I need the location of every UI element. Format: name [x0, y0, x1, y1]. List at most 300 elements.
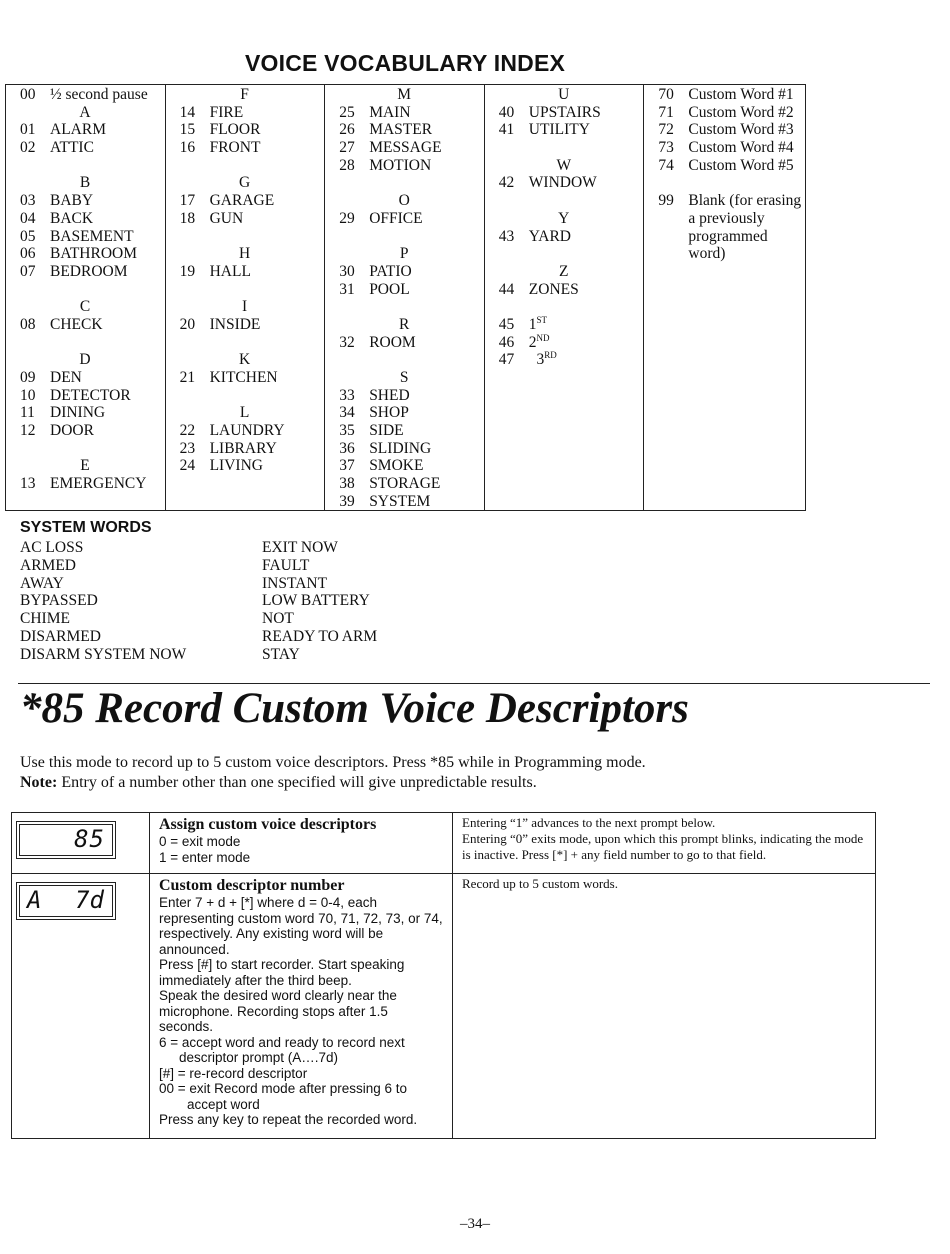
vocab-word — [369, 387, 484, 405]
vocab-word — [50, 316, 165, 334]
prompt-line: Press any key to repeat the recorded word. — [159, 1112, 418, 1127]
display-cell — [12, 813, 150, 874]
vocab-entry — [180, 440, 325, 458]
vocab-number: 40 — [498, 103, 515, 121]
notes-cell — [453, 874, 876, 1139]
letter-heading: M — [397, 86, 412, 103]
vocab-word — [369, 139, 484, 157]
vocab-entry — [499, 351, 644, 369]
vocab-word — [50, 86, 165, 104]
vocab-entry — [339, 139, 484, 157]
letter-heading: U — [558, 86, 570, 103]
vocab-word — [688, 86, 805, 104]
prompt-title: Assign custom voice descriptors — [159, 816, 377, 833]
vocab-number: 72 — [658, 121, 674, 139]
system-word: FAULT — [262, 556, 310, 574]
spacer — [180, 228, 325, 246]
vocab-entry — [339, 210, 484, 228]
vocab-number: 47 — [498, 351, 515, 369]
vocab-entry — [180, 104, 325, 122]
letter-heading: Z — [559, 262, 569, 280]
vocab-word-text: Custom Word #4 — [688, 139, 794, 157]
vocab-word — [50, 404, 165, 422]
vocab-number: 38 — [339, 475, 355, 493]
vocab-entry — [499, 281, 644, 299]
vocab-column-2 — [166, 85, 326, 510]
vocab-word-text: DINING — [50, 404, 106, 422]
vocab-word-text: INSIDE — [209, 315, 261, 333]
vocab-entry — [658, 192, 805, 263]
vocab-word-text: ½ second pause — [50, 86, 148, 103]
vocab-word — [369, 104, 484, 122]
vocab-number: 20 — [179, 315, 196, 333]
vocab-entry — [180, 369, 325, 387]
vocab-word-text: GARAGE — [209, 192, 275, 210]
vocab-word — [50, 387, 165, 405]
vocab-word — [529, 281, 644, 299]
vocab-entry — [658, 86, 805, 104]
vocab-entry — [180, 422, 325, 440]
vocab-word — [50, 369, 165, 387]
vocab-number: 30 — [339, 262, 355, 280]
letter-heading: D — [79, 351, 91, 369]
spacer — [339, 174, 484, 192]
vocab-word-text: MAIN — [369, 103, 411, 121]
vocab-number: 16 — [179, 139, 196, 157]
description-cell — [150, 813, 453, 874]
spacer — [20, 157, 165, 175]
vocab-word-text: STORAGE — [369, 475, 441, 493]
vocab-word — [210, 210, 325, 228]
vocab-entry — [339, 457, 484, 475]
prompt-line: [#] = re-record descriptor — [159, 1065, 308, 1081]
vocab-number: 99 — [658, 192, 674, 210]
vocab-number: 22 — [179, 422, 196, 440]
vocab-number: 02 — [20, 139, 36, 157]
vocab-word — [369, 422, 484, 440]
vocab-word-text: SLIDING — [369, 439, 432, 457]
vocab-word — [529, 174, 644, 192]
spacer — [339, 298, 484, 316]
vocab-number: 10 — [20, 386, 36, 404]
vocab-word-text: SYSTEM — [369, 492, 431, 510]
vocab-word — [369, 457, 484, 475]
spacer — [180, 281, 325, 299]
vocab-word-text: BABY — [50, 192, 94, 210]
vocab-column-4 — [485, 85, 645, 510]
vocab-number: 07 — [20, 262, 36, 280]
vocab-word — [688, 104, 805, 122]
vocab-word — [529, 351, 644, 369]
vocab-number: 74 — [658, 156, 674, 174]
vocab-word — [369, 404, 484, 422]
vocab-number: 18 — [179, 209, 196, 227]
vocab-number: 21 — [179, 369, 196, 386]
vocab-number: 42 — [498, 174, 515, 192]
vocab-word — [50, 263, 165, 281]
prompt-notes: Entering “1” advances to the next prompt below. Entering “0” exits mode, upon which this prompt blinks, indicating the mode is inactive. Press [*] + any field number to go to that field. — [462, 815, 864, 862]
vocab-entry — [20, 316, 165, 334]
table-row — [12, 813, 876, 874]
vocab-word-text: FIRE — [209, 103, 244, 121]
vocab-number: 41 — [498, 121, 515, 139]
vocab-word-text: Custom Word #1 — [688, 86, 794, 103]
vocab-word-text: 2 — [528, 333, 537, 351]
vocab-entry — [339, 387, 484, 405]
vocab-word-text: LIBRARY — [209, 439, 277, 457]
vocab-word — [50, 121, 165, 139]
section-title: *85 Record Custom Voice Descriptors — [20, 685, 689, 732]
vocab-word — [369, 493, 484, 511]
vocab-number: 73 — [658, 139, 674, 157]
vocab-word-text: MASTER — [369, 121, 433, 139]
spacer — [499, 298, 644, 316]
vocab-word-text: Blank (for erasing a previously programmed word) — [688, 192, 802, 263]
vocab-word — [369, 157, 484, 175]
vocab-word-text: SHOP — [369, 404, 409, 422]
vocab-entry — [20, 422, 165, 440]
vocab-word-text: SIDE — [369, 422, 404, 440]
vocab-word-text: 3 — [528, 351, 545, 369]
spacer — [180, 387, 325, 405]
vocab-column-5 — [644, 85, 805, 510]
spacer — [20, 334, 165, 352]
vocab-number: 28 — [339, 156, 355, 174]
vocab-word — [369, 334, 484, 352]
vocab-word — [529, 316, 644, 334]
vocab-number: 45 — [498, 315, 515, 333]
vocab-word-text: POOL — [369, 280, 410, 298]
vocab-word-text: Custom Word #2 — [688, 103, 794, 121]
vocab-entry — [339, 263, 484, 281]
vocab-number: 14 — [179, 103, 196, 121]
vocab-number: 19 — [179, 262, 196, 280]
system-word: BYPASSED — [20, 592, 98, 610]
letter-heading: G — [238, 174, 251, 192]
prompt-line: 6 = accept word and ready to record next — [159, 1034, 405, 1050]
vocab-entry — [20, 387, 165, 405]
vocab-entry — [20, 369, 165, 387]
vocab-entry — [180, 316, 325, 334]
vocab-word — [50, 245, 165, 263]
vocab-number: 17 — [179, 192, 196, 210]
vocab-number: 23 — [179, 439, 196, 457]
vocab-entry — [339, 157, 484, 175]
letter-heading: C — [79, 298, 91, 316]
lcd-display-value: 85 — [74, 825, 105, 853]
letter-heading: L — [239, 404, 250, 422]
vocab-number: 36 — [339, 439, 355, 457]
vocab-word — [210, 440, 325, 458]
letter-heading: K — [238, 351, 251, 369]
vocab-word-text: FLOOR — [209, 121, 261, 139]
vocab-word-text: EMERGENCY — [50, 475, 147, 493]
vocab-entry — [339, 475, 484, 493]
vocab-entry — [20, 404, 165, 422]
vocab-word — [529, 334, 644, 352]
vocab-number: 32 — [339, 333, 355, 351]
system-word: INSTANT — [262, 574, 328, 592]
prompt-line: 00 = exit Record mode after pressing 6 to — [159, 1081, 408, 1096]
vocab-word-text: ROOM — [369, 333, 416, 351]
letter-heading: I — [242, 298, 248, 316]
vocab-word-text: LAUNDRY — [209, 422, 285, 440]
vocab-word — [369, 281, 484, 299]
system-word: READY TO ARM — [262, 627, 378, 645]
system-words-right-list — [262, 539, 504, 664]
vocab-word-text: DEN — [50, 369, 82, 386]
vocab-number: 08 — [20, 315, 36, 333]
system-word: AC LOSS — [20, 539, 84, 556]
system-word: ARMED — [20, 556, 76, 574]
vocab-entry — [20, 210, 165, 228]
vocab-number: 71 — [658, 103, 674, 121]
letter-heading: S — [399, 369, 409, 386]
vocab-word — [210, 369, 325, 387]
system-word: CHIME — [20, 610, 70, 628]
vocab-word-text: ALARM — [50, 121, 106, 139]
vocab-word — [50, 422, 165, 440]
vocab-number: 44 — [498, 280, 515, 298]
vocab-word-text: MOTION — [369, 156, 432, 174]
lcd-display — [16, 821, 116, 859]
prompt-description — [150, 813, 452, 873]
vocab-word-text: HALL — [209, 262, 251, 280]
vocab-word — [50, 210, 165, 228]
vocab-word — [369, 475, 484, 493]
vocab-entry — [20, 139, 165, 157]
vocab-word-text: DETECTOR — [50, 386, 131, 404]
spacer — [658, 174, 805, 192]
vocab-word-text: BASEMENT — [50, 227, 134, 245]
prompt-line: Speak the desired word clearly near the microphone. Recording stops after 1.5 seconds. — [159, 988, 397, 1034]
vocab-entry — [20, 86, 165, 104]
vocab-word — [50, 475, 165, 493]
vocab-entry — [20, 192, 165, 210]
system-words-left-list — [20, 539, 262, 664]
vocab-word — [369, 263, 484, 281]
vocab-word-text: YARD — [528, 227, 571, 245]
spacer — [20, 281, 165, 299]
vocab-word — [210, 422, 325, 440]
vocab-entry — [20, 121, 165, 139]
system-word: STAY — [262, 645, 300, 663]
vocab-entry — [20, 245, 165, 263]
vocab-number: 11 — [20, 404, 35, 422]
system-words-heading: SYSTEM WORDS — [20, 519, 152, 536]
vocab-entry — [339, 281, 484, 299]
vocab-number: 35 — [339, 422, 355, 440]
letter-heading: Y — [558, 209, 570, 227]
letter-heading: W — [556, 156, 572, 174]
letter-heading: R — [399, 315, 410, 333]
letter-heading: E — [80, 457, 90, 475]
vocab-word-text: OFFICE — [369, 209, 423, 227]
system-word: DISARMED — [20, 627, 101, 645]
vocab-entry — [339, 440, 484, 458]
vocab-word-text: ZONES — [528, 280, 579, 298]
prompt-line: 1 = enter mode — [159, 849, 251, 865]
vocab-entry — [180, 263, 325, 281]
ordinal-suffix: ND — [536, 332, 550, 343]
vocab-entry — [339, 334, 484, 352]
display-cell — [12, 874, 150, 1139]
spacer — [180, 157, 325, 175]
vocab-word-text: WINDOW — [528, 174, 597, 192]
vocab-entry — [499, 334, 644, 352]
vocab-word — [688, 157, 805, 175]
vocab-entry — [20, 475, 165, 493]
vocab-number: 12 — [20, 422, 36, 440]
vocab-entry — [658, 121, 805, 139]
vocab-entry — [658, 157, 805, 175]
prompt-line: accept word — [187, 1096, 260, 1112]
letter-heading: O — [398, 192, 410, 210]
vocab-word — [210, 192, 325, 210]
vocab-number: 25 — [339, 103, 355, 121]
page-number: –34– — [460, 1216, 490, 1232]
prompt-line: 0 = exit mode — [159, 834, 241, 849]
note-label: Note: — [20, 774, 58, 791]
description-cell — [150, 874, 453, 1139]
vocab-entry — [499, 121, 644, 139]
vocab-entry — [499, 228, 644, 246]
vocab-entry — [339, 404, 484, 422]
prompt-title: Custom descriptor number — [159, 877, 345, 894]
letter-heading: F — [240, 86, 249, 103]
vocab-number: 34 — [339, 404, 355, 422]
spacer — [499, 245, 644, 263]
vocab-word-text: UPSTAIRS — [528, 103, 601, 121]
vocab-word — [369, 440, 484, 458]
letter-heading: P — [399, 245, 409, 263]
vocab-number: 31 — [339, 280, 355, 298]
vocab-word — [50, 228, 165, 246]
vocab-number: 37 — [339, 457, 355, 475]
ordinal-suffix: RD — [544, 350, 557, 361]
intro-line: Use this mode to record up to 5 custom voice descriptors. Press *85 while in Programming mode. — [20, 754, 646, 771]
system-word: EXIT NOW — [262, 539, 338, 556]
vocab-word — [688, 192, 805, 263]
vocab-column-1 — [6, 85, 166, 510]
vocab-entry — [499, 316, 644, 334]
vocab-entry — [339, 422, 484, 440]
vocab-number: 26 — [339, 121, 355, 139]
vocab-word-text: PATIO — [369, 262, 412, 280]
vocab-word-text: SHED — [369, 386, 410, 404]
vocab-word — [369, 210, 484, 228]
vocab-column-3 — [325, 85, 485, 510]
lcd-display-letter: A — [27, 886, 42, 914]
vocab-entry — [180, 121, 325, 139]
lcd-display-value: 7d — [75, 886, 104, 914]
vocab-word-text: ATTIC — [50, 139, 94, 157]
note-line — [20, 773, 920, 793]
vocab-entry — [180, 192, 325, 210]
vocab-entry — [180, 210, 325, 228]
vocab-entry — [180, 139, 325, 157]
system-word: DISARM SYSTEM NOW — [20, 645, 187, 663]
vocab-word-text: CHECK — [50, 315, 103, 333]
page-title: VOICE VOCABULARY INDEX — [244, 50, 566, 76]
vocab-word — [688, 139, 805, 157]
system-words-section — [20, 519, 520, 664]
vocab-word-text: BATHROOM — [50, 245, 137, 263]
vocab-number: 05 — [20, 227, 36, 245]
vocab-entry — [20, 263, 165, 281]
vocab-word — [210, 263, 325, 281]
vocab-word-text: GUN — [209, 209, 244, 227]
vocab-number: 03 — [20, 192, 36, 210]
spacer — [339, 228, 484, 246]
letter-heading: H — [238, 245, 251, 263]
letter-heading: A — [79, 103, 91, 121]
vocab-word — [50, 139, 165, 157]
vocab-word — [210, 104, 325, 122]
vocab-number: 04 — [20, 209, 36, 227]
vocab-number: 46 — [498, 333, 515, 351]
vocab-number: 27 — [339, 139, 355, 157]
vocab-entry — [339, 493, 484, 511]
vocab-number: 33 — [339, 386, 355, 404]
vocab-number: 15 — [179, 121, 196, 139]
vocab-entry — [180, 457, 325, 475]
spacer — [180, 334, 325, 352]
notes-cell — [453, 813, 876, 874]
vocab-entry — [658, 104, 805, 122]
spacer — [20, 440, 165, 458]
system-word: LOW BATTERY — [262, 592, 370, 610]
vocab-number: 39 — [339, 492, 355, 510]
vocab-number: 01 — [20, 121, 36, 139]
vocab-word — [529, 228, 644, 246]
vocab-word-text: UTILITY — [528, 121, 590, 139]
table-row — [12, 874, 876, 1139]
vocab-word — [210, 457, 325, 475]
vocab-number: 29 — [339, 209, 355, 227]
vocab-word-text: BACK — [50, 209, 94, 227]
prompt-line: Enter 7 + d + [*] where d = 0-4, each representing custom word 70, 71, 72, 73, or 74, respectively. Any existing word will be announced. — [159, 895, 443, 957]
vocab-number: 06 — [20, 245, 36, 263]
vocab-number: 70 — [658, 86, 674, 103]
vocab-entry — [339, 104, 484, 122]
vocab-word-text: LIVING — [209, 457, 263, 475]
vocab-word-text: SMOKE — [369, 457, 424, 475]
vocab-entry — [20, 228, 165, 246]
letter-heading: B — [79, 174, 91, 192]
vocab-word — [210, 121, 325, 139]
vocab-word-text: Custom Word #3 — [688, 121, 794, 139]
programming-table — [11, 812, 876, 1139]
system-word: AWAY — [20, 574, 64, 592]
lcd-display — [16, 882, 116, 920]
vocab-word — [210, 316, 325, 334]
vocab-entry — [658, 139, 805, 157]
vocabulary-table — [5, 84, 806, 511]
system-word: NOT — [262, 610, 294, 628]
ordinal-suffix: ST — [536, 314, 548, 325]
vocab-word-text: FRONT — [209, 139, 261, 157]
vocab-entry — [499, 174, 644, 192]
vocab-word — [529, 104, 644, 122]
vocab-word — [529, 121, 644, 139]
vocab-word — [369, 121, 484, 139]
vocab-word-text: DOOR — [50, 422, 94, 440]
vocab-word-text: KITCHEN — [209, 369, 278, 386]
prompt-description — [150, 874, 452, 1136]
vocab-word-text: BEDROOM — [50, 262, 128, 280]
vocab-number: 00 — [20, 86, 36, 103]
